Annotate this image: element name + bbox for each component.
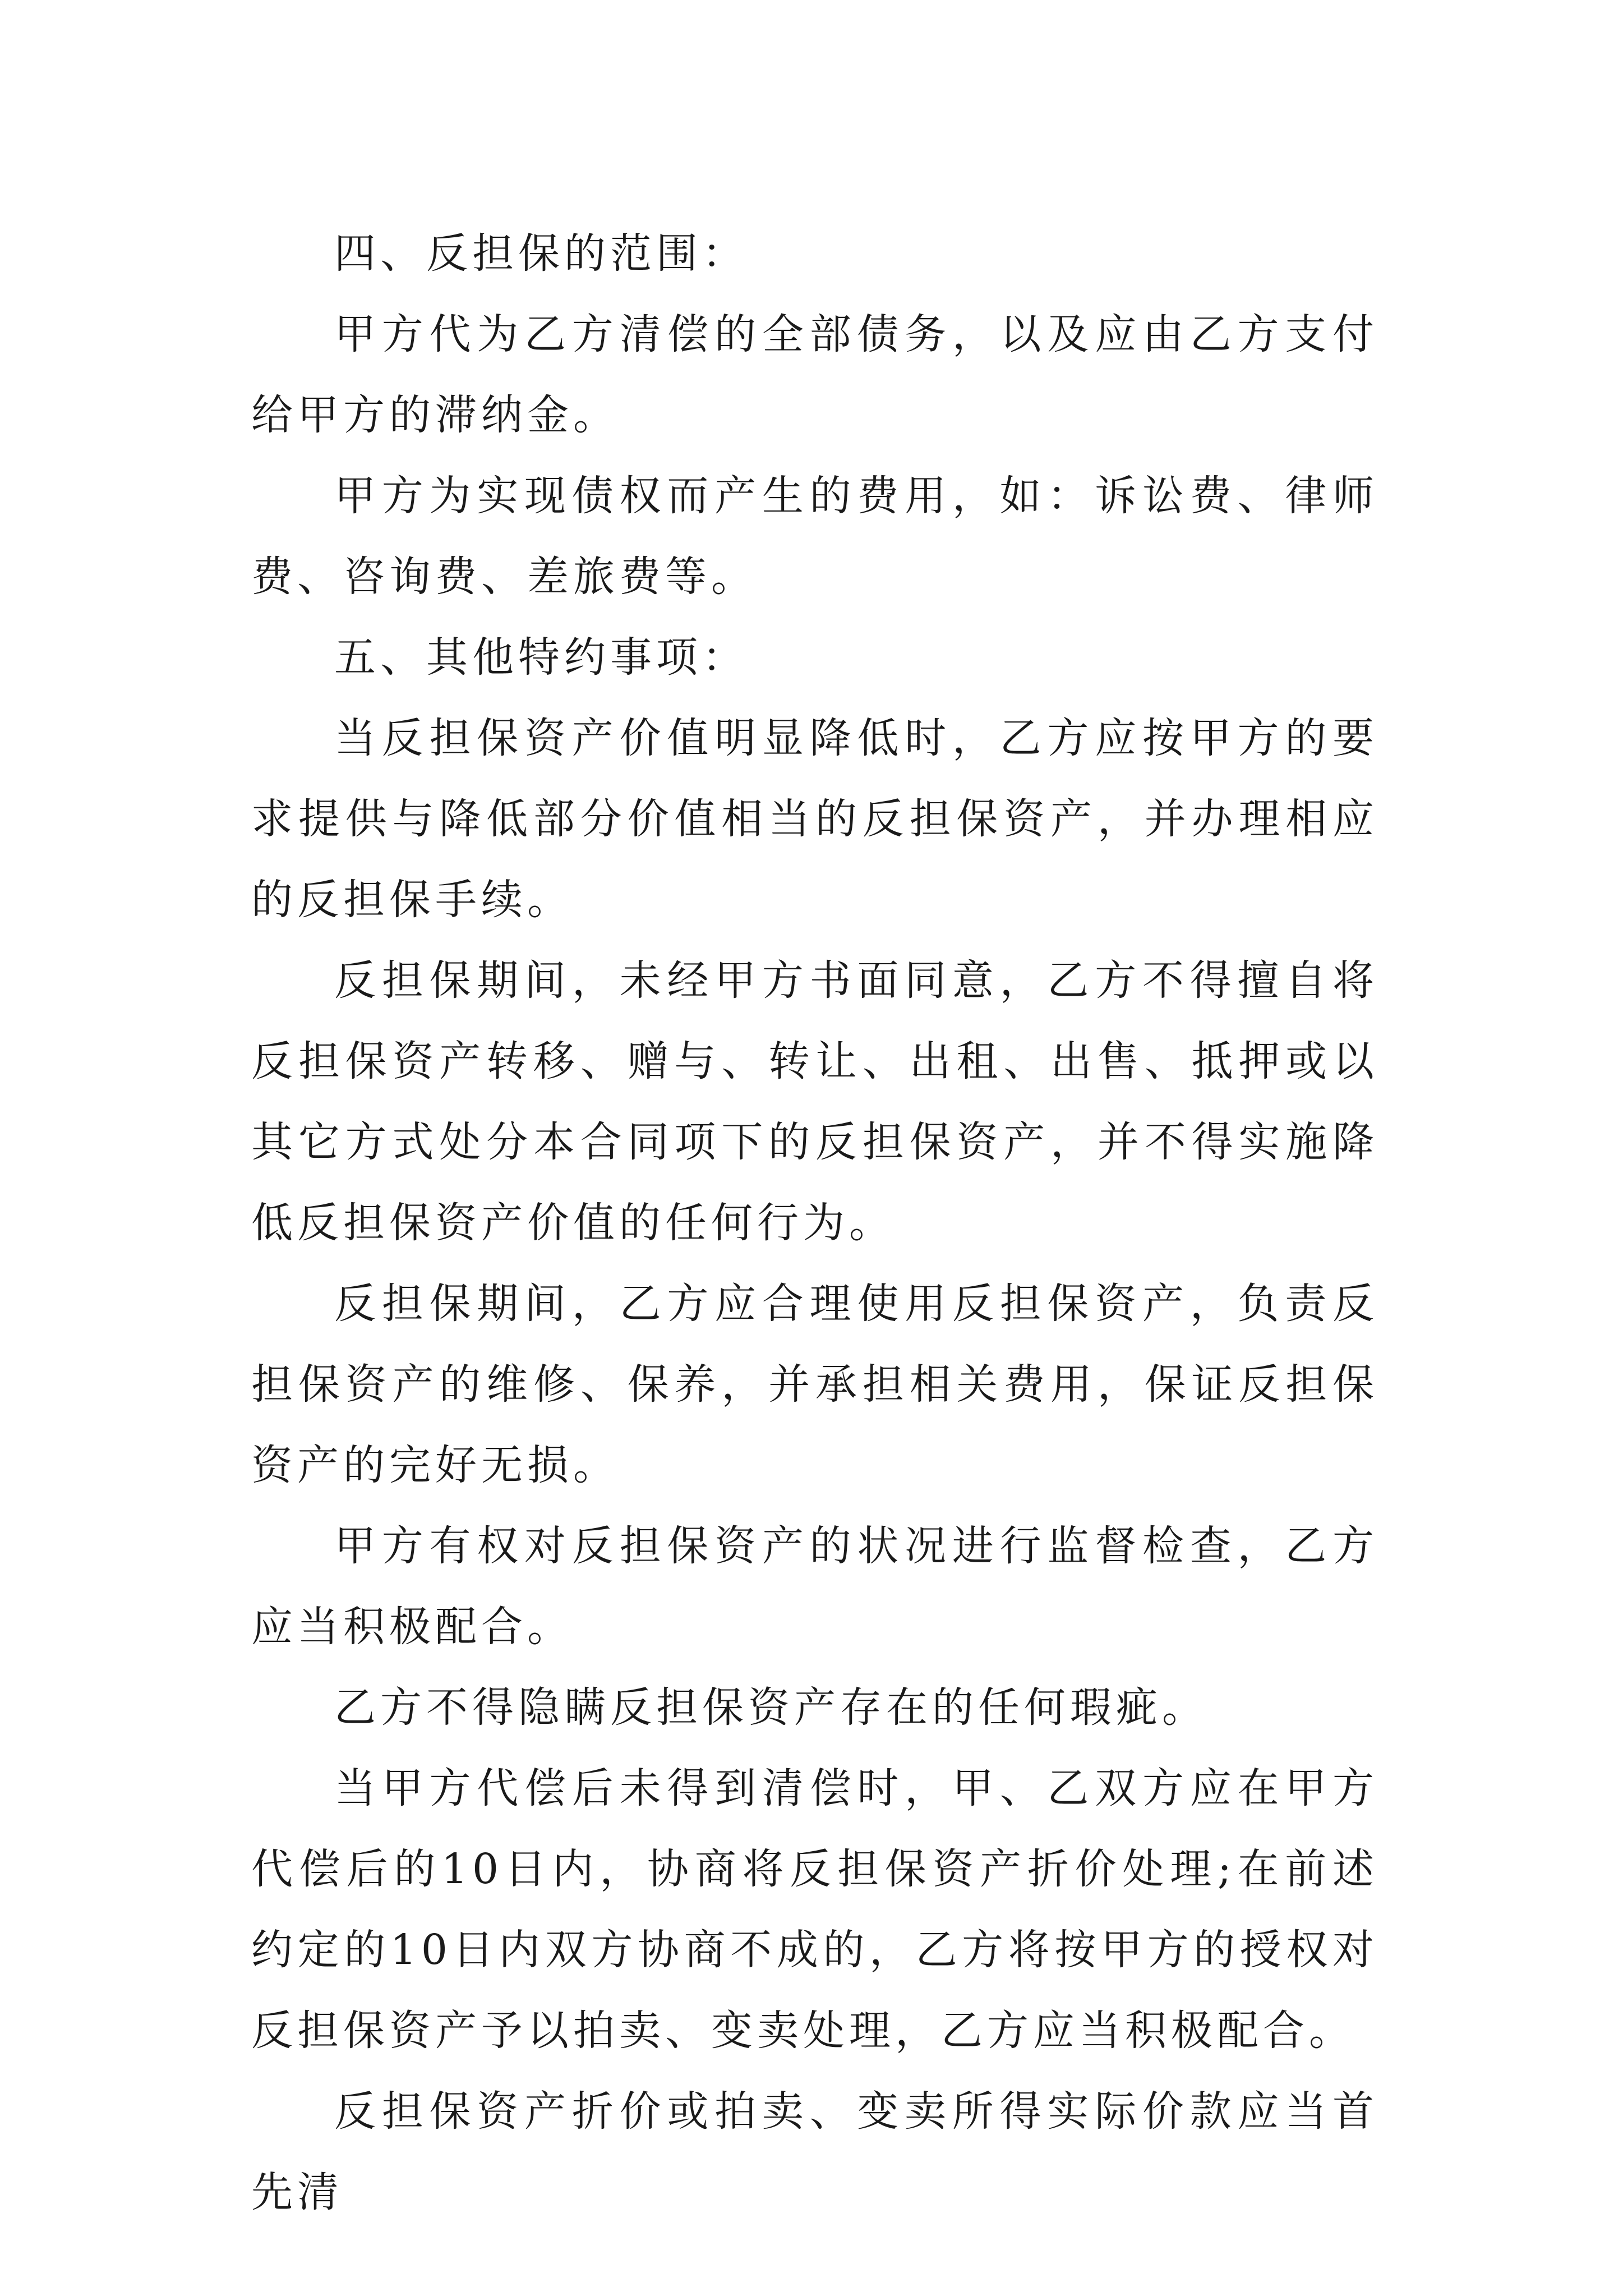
section-heading-special-terms: 五、其他特约事项： [334, 633, 748, 682]
paragraph-asset-value-decrease: 当反担保资产价值明显降低时，乙方应按甲方的要求提供与降低部分价值相当的反担保资产，并办理相应的反担保手续。 [251, 714, 1378, 924]
paragraph-debt-scope: 甲方代为乙方清偿的全部债务，以及应由乙方支付给甲方的滞纳金。 [251, 310, 1378, 439]
paragraph-no-concealment: 乙方不得隐瞒反担保资产存在的任何瑕疵。 [334, 1683, 1208, 1732]
paragraph-maintenance: 反担保期间，乙方应合理使用反担保资产，负责反担保资产的维修、保养，并承担相关费用，保证反担保资产的完好无损。 [251, 1280, 1378, 1489]
paragraph-disposal-after-compensation: 当甲方代偿后未得到清偿时，甲、乙双方应在甲方代偿后的10日内，协商将反担保资产折价处理;在前述约定的10日内双方协商不成的，乙方将按甲方的授权对反担保资产予以拍卖、变卖处理，乙方应当积极配合。 [251, 1764, 1378, 2055]
document-body [251, 213, 1378, 2233]
paragraph-creditor-expenses: 甲方为实现债权而产生的费用，如：诉讼费、律师费、咨询费、差旅费等。 [251, 472, 1378, 601]
paragraph-no-transfer: 反担保期间，未经甲方书面同意，乙方不得擅自将反担保资产转移、赠与、转让、出租、出售、抵押或以其它方式处分本合同项下的反担保资产，并不得实施降低反担保资产价值的任何行为。 [251, 956, 1378, 1247]
paragraph-supervision: 甲方有权对反担保资产的状况进行监督检查，乙方应当积极配合。 [251, 1522, 1378, 1651]
section-heading-counter-guarantee-scope: 四、反担保的范围： [334, 229, 748, 278]
paragraph-proceeds: 反担保资产折价或拍卖、变卖所得实际价款应当首先清 [251, 2087, 1378, 2216]
